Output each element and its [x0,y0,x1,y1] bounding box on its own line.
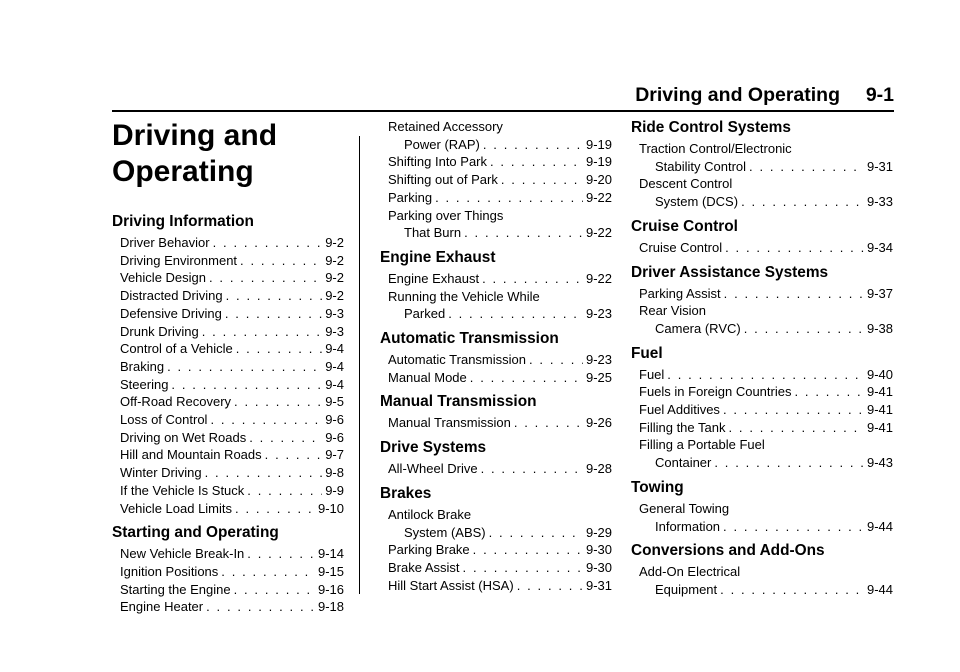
toc-entry-label: Hill and Mountain Roads [120,447,262,463]
section-heading-manual-transmission: Manual Transmission [380,393,537,411]
toc-entry [631,239,893,257]
toc-column-2 [380,118,612,594]
toc-list-starting-continued [380,118,612,242]
toc-entry-page: 9-31 [585,577,612,593]
toc-entry-label: Retained Accessory [388,119,503,134]
toc-entry-label: Equipment [655,581,718,597]
toc-entry-page: 9-14 [317,546,344,562]
dot-leader [749,158,864,176]
toc-entry-page: 9-10 [317,500,344,516]
toc-entry-page: 9-6 [325,412,344,428]
toc-entry-label: Traction Control/Electronic [639,141,792,156]
toc-entry [380,305,612,323]
toc-entry [112,269,344,287]
toc-entry-page: 9-29 [585,524,612,540]
toc-list-manual-transmission [380,414,612,432]
toc-entry [380,559,612,577]
toc-entry [112,376,344,394]
toc-entry-page: 9-8 [325,465,344,481]
toc-entry-label: Braking [120,358,165,374]
dot-leader [529,351,583,369]
toc-entry-page: 9-7 [325,447,344,463]
chapter-title: Driving and Operating [112,119,278,188]
toc-entry [380,224,612,242]
toc-entry [631,401,893,419]
toc-entry-label: Rear Vision [639,303,706,319]
toc-entry-page: 9-20 [585,172,612,188]
toc-entry-label: General Towing [639,500,730,516]
toc-entry-label: Steering [120,376,169,392]
toc-list-cruise-control [631,239,893,257]
dot-leader [463,559,583,577]
toc-entry-page: 9-19 [585,154,612,170]
dot-leader [206,598,315,616]
toc-entry-page: 9-2 [325,235,344,250]
toc-entry [380,153,612,171]
toc-entry [112,393,344,411]
dot-leader [235,500,315,518]
toc-entry-label: Engine Heater [120,599,204,615]
toc-entry [380,136,612,154]
toc-entry-page: 9-2 [325,288,344,304]
toc-entry-page: 9-34 [866,239,893,255]
toc-entry-page: 9-41 [866,402,893,418]
page-number: 9-1 [865,84,894,106]
section-heading-driver-assistance-systems: Driver Assistance Systems [631,263,829,281]
dot-leader [720,581,864,599]
toc-entry-label: Brake Assist [388,559,460,575]
dot-leader [202,323,322,341]
dot-leader [247,482,322,500]
toc-entry-label: Automatic Transmission [388,352,526,368]
dot-leader [221,563,315,581]
toc-entry-page: 9-15 [317,563,344,579]
toc-entry-label: If the Vehicle Is Stuck [120,482,245,498]
toc-column-1 [112,118,344,616]
toc-entry-page: 9-22 [585,270,612,286]
toc-entry-label: Stability Control [655,158,747,174]
toc-entry [112,545,344,563]
toc-entry-label: Information [655,518,721,534]
toc-entry-label: Filling a Portable Fuel [639,437,765,453]
toc-entry-label: Loss of Control [120,412,208,428]
toc-entry-label: Drunk Driving [120,323,199,339]
toc-entry-label: Manual Transmission [388,415,511,431]
dot-leader [205,464,323,482]
toc-entry [631,320,893,338]
toc-entry [112,581,344,599]
toc-entry [380,351,612,369]
toc-entry-page: 9-3 [325,323,344,339]
toc-entry-page: 9-19 [585,136,612,152]
dot-leader [240,252,322,270]
dot-leader [234,393,322,411]
dot-leader [741,193,864,211]
dot-leader [489,524,583,542]
toc-entry-page: 9-16 [317,581,344,597]
toc-list-automatic-transmission [380,351,612,386]
toc-entry-page: 9-30 [585,559,612,575]
dot-leader [167,358,322,376]
running-header-title: Driving and Operating [635,84,840,106]
section-heading-fuel: Fuel [631,344,663,362]
dot-leader [490,153,583,171]
section-heading-driving-information: Driving Information [112,213,254,230]
toc-list-ride-control-systems [631,140,893,211]
dot-leader [714,454,864,472]
toc-entry-page: 9-44 [866,518,893,534]
toc-entry-page: 9-41 [866,384,893,400]
toc-entry-page: 9-41 [866,419,893,435]
toc-entry-label: Parked [404,306,446,322]
toc-entry-label: Filling the Tank [639,419,726,435]
toc-entry [112,563,344,581]
dot-leader [517,577,583,595]
toc-entry [631,419,893,437]
toc-entry-page: 9-23 [585,306,612,322]
toc-entry-label: Antilock Brake [388,506,472,522]
section-heading-automatic-transmission: Automatic Transmission [380,330,559,348]
column-divider [359,136,360,594]
toc-entry-label: Parking [388,189,433,205]
toc-entry-label: Control of a Vehicle [120,341,233,357]
dot-leader [464,224,583,242]
dot-leader [723,518,864,536]
dot-leader [728,419,863,437]
toc-entry [631,581,893,599]
toc-entry-label: System (DCS) [655,194,739,210]
toc-entry-page: 9-2 [325,270,344,286]
toc-entry [380,189,612,207]
toc-entry-page: 9-31 [866,158,893,174]
dot-leader [210,411,322,429]
toc-entry [112,305,344,323]
toc-entry-page: 9-18 [317,599,344,615]
toc-entry-label: Engine Exhaust [388,270,480,286]
section-heading-cruise-control: Cruise Control [631,217,738,235]
dot-leader [265,446,323,464]
toc-entry-label: Parking Brake [388,542,470,558]
section-heading-conversions-and-add-ons: Conversions and Add-Ons [631,542,825,560]
dot-leader [482,270,583,288]
dot-leader [514,414,583,432]
toc-entry-label: Starting the Engine [120,581,231,597]
toc-list-towing [631,500,893,535]
dot-leader [724,285,864,303]
toc-entry-label: System (ABS) [404,524,486,540]
toc-entry-label: Parking over Things [388,207,504,223]
toc-entry-page: 9-22 [585,189,612,205]
toc-entry-label: Driving Environment [120,252,238,268]
dot-leader [481,460,583,478]
dot-leader [225,305,322,323]
toc-entry-label: Vehicle Load Limits [120,500,233,516]
toc-list-conversions-and-add-ons [631,563,893,598]
toc-entry-label: Running the Vehicle While [388,288,540,304]
dot-leader [213,234,323,252]
toc-entry-label: Shifting out of Park [388,172,498,188]
toc-entry-label: Parking Assist [639,285,721,301]
toc-entry-page: 9-2 [325,252,344,268]
toc-entry [112,234,344,252]
toc-entry [380,414,612,432]
dot-leader [247,545,315,563]
toc-entry-label: Manual Mode [388,369,467,385]
toc-entry [380,577,612,595]
section-heading-brakes: Brakes [380,484,432,502]
toc-entry [631,518,893,536]
toc-entry-page: 9-23 [585,352,612,368]
toc-entry-label: Hill Start Assist (HSA) [388,577,514,593]
dot-leader [483,136,583,154]
toc-entry-label: Shifting Into Park [388,154,487,170]
toc-entry-label: Winter Driving [120,465,202,481]
toc-entry-page: 9-9 [325,482,344,498]
toc-entry-label: Cruise Control [639,239,723,255]
dot-leader [725,239,864,257]
toc-entry-page: 9-37 [866,285,893,301]
toc-entry [380,524,612,542]
toc-entry [112,411,344,429]
dot-leader [667,366,864,384]
toc-entry [380,369,612,387]
toc-entry [631,193,893,211]
toc-entry-page: 9-22 [585,225,612,241]
section-heading-towing: Towing [631,478,684,496]
toc-entry-page: 9-4 [325,341,344,357]
toc-entry-label: Vehicle Design [120,270,206,286]
toc-entry [112,429,344,447]
toc-entry-page: 9-28 [585,461,612,477]
toc-entry-label: Container [655,455,712,471]
dot-leader [226,287,323,305]
toc-entry [631,383,893,401]
section-heading-starting-and-operating: Starting and Operating [112,524,279,542]
toc-list-engine-exhaust [380,270,612,323]
toc-entry-label: Off-Road Recovery [120,394,232,410]
toc-entry-label: Distracted Driving [120,288,223,304]
toc-entry [112,358,344,376]
section-heading-engine-exhaust: Engine Exhaust [380,248,496,266]
toc-entry-page: 9-25 [585,369,612,385]
toc-entry [112,500,344,518]
toc-entry-page: 9-40 [866,366,893,382]
toc-entry [112,446,344,464]
dot-leader [171,376,322,394]
toc-entry [112,464,344,482]
dot-leader [501,171,583,189]
toc-entry-label: Defensive Driving [120,305,222,321]
dot-leader [234,581,315,599]
toc-entry [631,158,893,176]
toc-entry-label: That Burn [404,225,462,241]
toc-entry [631,285,893,303]
toc-list-brakes [380,506,612,595]
toc-entry-page: 9-44 [866,581,893,597]
toc-entry-label: Camera (RVC) [655,320,741,336]
dot-leader [473,541,583,559]
toc-entry-label: Ignition Positions [120,563,219,579]
toc-entry [112,287,344,305]
toc-entry-page: 9-6 [325,429,344,445]
toc-entry-page: 9-5 [325,394,344,410]
dot-leader [209,269,322,287]
toc-list-driver-assistance-systems [631,285,893,338]
toc-entry-label: Add-On Electrical [639,564,741,580]
toc-entry-label: Descent Control [639,176,733,192]
toc-entry [112,340,344,358]
section-heading-ride-control-systems: Ride Control Systems [631,119,791,136]
toc-entry-page: 9-3 [325,305,344,321]
dot-leader [470,369,583,387]
toc-list-drive-systems [380,460,612,478]
toc-entry-label: Driver Behavior [120,235,210,250]
toc-entry [631,366,893,384]
toc-entry-label: All-Wheel Drive [388,461,478,477]
page-header [0,0,960,112]
dot-leader [249,429,322,447]
toc-list-starting-and-operating [112,545,344,616]
section-heading-drive-systems: Drive Systems [380,439,487,457]
toc-entry [112,252,344,270]
toc-entry [380,270,612,288]
dot-leader [744,320,864,338]
toc-entry-page: 9-30 [585,542,612,558]
dot-leader [236,340,322,358]
dot-leader [723,401,864,419]
toc-entry-page: 9-4 [325,358,344,374]
toc-entry-label: New Vehicle Break-In [120,546,245,562]
toc-entry-page: 9-38 [866,320,893,336]
toc-list-driving-information [112,234,344,517]
toc-entry-page: 9-33 [866,194,893,210]
dot-leader [794,383,864,401]
toc-entry [380,460,612,478]
toc-entry-page: 9-43 [866,455,893,471]
toc-entry-label: Power (RAP) [404,136,480,152]
toc-entry-page: 9-26 [585,415,612,431]
toc-list-fuel [631,366,893,472]
toc-entry [380,541,612,559]
toc-entry [112,482,344,500]
toc-entry-page: 9-4 [325,376,344,392]
toc-entry-label: Fuels in Foreign Countries [639,384,792,400]
dot-leader [435,189,583,207]
toc-entry [112,323,344,341]
header-rule [112,110,894,112]
toc-entry [631,454,893,472]
toc-entry [112,598,344,616]
toc-entry [380,171,612,189]
toc-entry-label: Driving on Wet Roads [120,429,247,445]
toc-entry-label: Fuel [639,366,665,382]
toc-column-3 [631,118,893,599]
dot-leader [448,305,583,323]
toc-entry-label: Fuel Additives [639,402,720,418]
